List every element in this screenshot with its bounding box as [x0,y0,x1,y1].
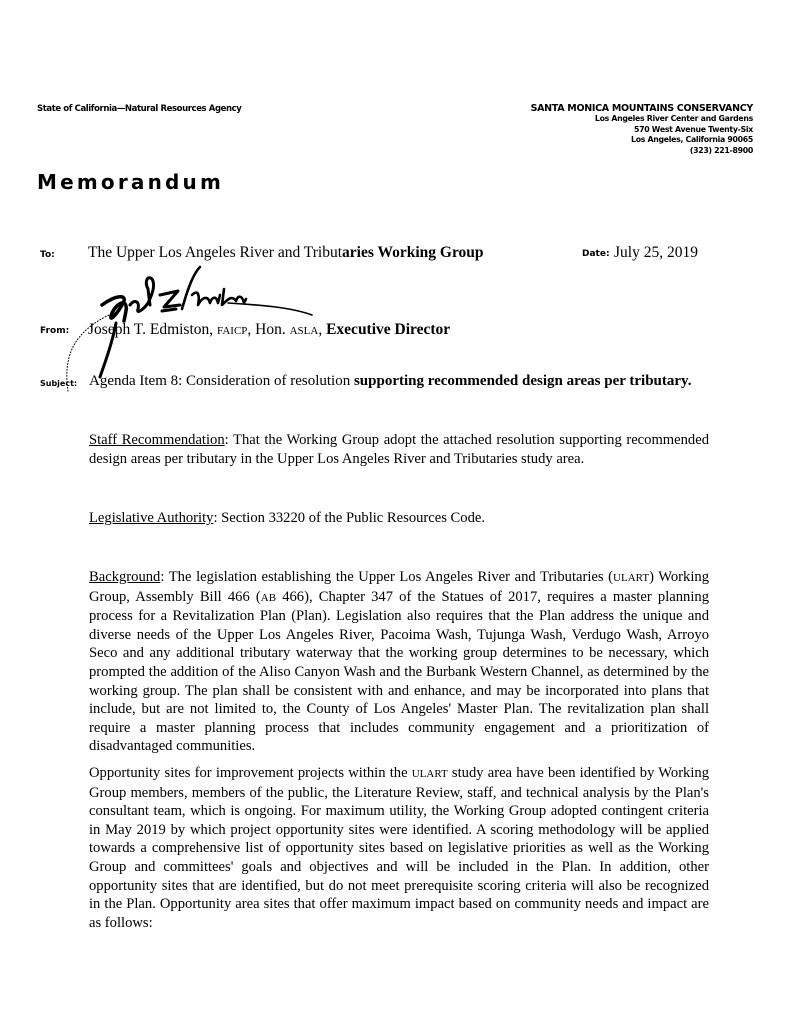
to-recipient-text-bold: aries Working Group [342,244,484,261]
sender-name: Joseph T. Edmiston, [88,321,218,338]
background-text: ) Working Group, Assembly Bill 466 ( [89,569,709,605]
opportunity-text: study area have been identified by Working Group members, members of the public, the Literature Review, staff, and technical analysis by the Plan's consultant team, which is ongoing. For maximum utility, the Working Group adopted contingent criteria in May 2019 by which project opportunity sites were identified. A scoring methodology will be applied towards a comprehensive list of opportunity sites based on legislative priorities as well as the Working Group and committees' goals and objectives and will be included in the Plan. In addition, other opportunity sites that are identified, but do not meet prerequisite scoring criteria will also be recognized in the Plan. Opportunity area sites that offer maximum impact based on community needs and impact are as follows: [89,765,710,931]
address-line: Los Angeles River Center and Gardens [594,114,753,123]
date-label: Date: [582,249,610,259]
memo-subject [89,372,709,391]
background-text: : The legislation establishing the Upper Los Angeles River and Tributaries ( [160,569,614,585]
agency-name: State of California—Natural Resources Agency [37,104,242,114]
address-line: 570 West Avenue Twenty-Six [634,124,753,134]
organization-block [531,103,753,156]
to-recipient-text: The Upper Los Angeles River and Tribut [88,244,343,261]
legislative-authority-paragraph [89,509,709,528]
background-paragraph [89,568,709,756]
sender-separator: , Hon. [247,321,290,338]
legislative-authority-text: : Section 33220 of the Public Resources Code. [213,510,486,526]
legislative-authority-heading: Legislative Authority [89,510,214,526]
sender-credential: FAICP [217,325,248,337]
background-text: 466), Chapter 347 of the Statues of 2017, requires a master planning process for a Revitalization Plan (Plan). Legislation also requires that the Plan address the unique and diverse needs of the Upper Los Angeles River, Pacoima Wash, Tujunga Wash, Verdugo Wash, Arroyo Seco and any additional tributary waterway that the working group determines to be necessary, which prompted the addition of the Aliso Canyon Wash and the Burbank Western Channel, as determined by the working group. The plan shall be consistent with and enhance, and may be incorporated into plans that include, but are not limited to, the County of Los Angeles' Master Plan. The revitalization plan shall require a master planning process that includes community engagement and a prioritization of disadvantaged communities. [89,588,709,755]
memo-title: Memorandum [37,170,225,194]
abbr-ulart: ULART [411,768,448,780]
memo-date: July 25, 2019 [614,244,698,261]
organization-name: SANTA MONICA MOUNTAINS CONSERVANCY [530,103,753,114]
from-label: From: [40,326,70,336]
subject-text: Agenda Item 8: Consideration of resolution [89,373,354,389]
address-line: Los Angeles, California 90065 [631,135,753,144]
subject-label: Subject: [40,379,78,388]
phone-number: (323) 221-8900 [689,145,753,155]
abbr-ab: AB [260,591,277,604]
staff-recommendation-paragraph [89,431,709,468]
staff-recommendation-heading: Staff Recommendation [89,432,225,448]
opportunity-text: Opportunity sites for improvement projects within the [89,765,412,781]
subject-text-bold: supporting recommended design areas per tributary. [353,373,692,389]
sender-credential: ASLA [289,325,319,337]
to-recipient [88,244,484,262]
to-label: To: [40,250,55,260]
opportunity-sites-paragraph [89,764,709,932]
from-sender [88,321,450,339]
staff-recommendation-text: : That the Working Group adopt the attached resolution supporting recommended design areas per tributary in the Upper Los Angeles River and Tributaries study area. [89,432,709,467]
abbr-ulart: ULART [613,572,650,584]
background-heading: Background [89,569,161,585]
sender-separator: , [318,321,327,338]
sender-title: Executive Director [326,321,451,338]
